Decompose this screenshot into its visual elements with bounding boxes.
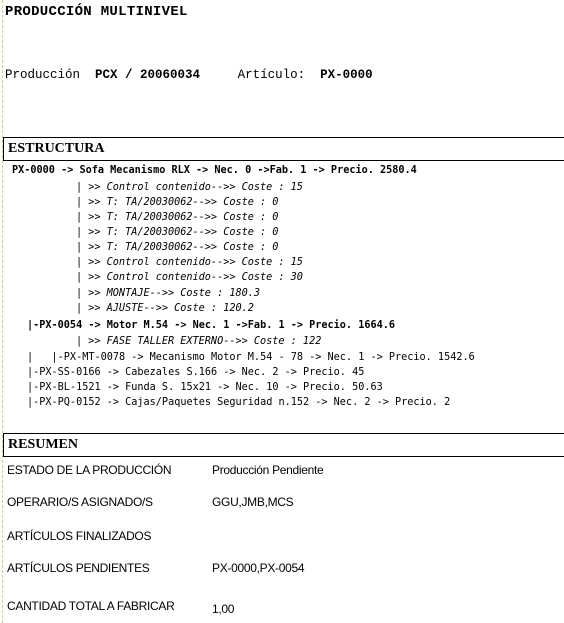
articulo-label: Artículo:	[237, 68, 306, 82]
left-margin-line	[2, 0, 3, 623]
tree-line-component: | |-PX-MT-0078 -> Mecanismo Motor M.54 - 78 -> Nec. 1 -> Precio. 1542.6	[27, 352, 475, 363]
tree-line: | >> Control contenido-->> Coste : 15	[76, 182, 303, 193]
tree-line: | >> Control contenido-->> Coste : 30	[76, 272, 303, 283]
tree-line: | >> MONTAJE-->> Coste : 180.3	[76, 288, 261, 299]
tree-line: | >> T: TA/20030062-->> Coste : 0	[76, 197, 279, 208]
tree-line: | >> AJUSTE-->> Coste : 120.2	[76, 303, 254, 314]
summary-value: GGU,JMB,MCS	[212, 495, 294, 509]
summary-value: Producción Pendiente	[212, 463, 324, 477]
tree-line: | >> FASE TALLER EXTERNO-->> Coste : 122	[76, 336, 322, 347]
tree-line-component: |-PX-PQ-0152 -> Cajas/Paquetes Seguridad n.152 -> Nec. 2 -> Precio. 2	[27, 397, 451, 408]
summary-label: OPERARIO/S ASIGNADO/S	[7, 495, 153, 509]
tree-line: | >> T: TA/20030062-->> Coste : 0	[76, 242, 279, 253]
summary-label: CANTIDAD TOTAL A FABRICAR	[7, 599, 175, 613]
tree-line: | >> T: TA/20030062-->> Coste : 0	[76, 212, 279, 223]
tree-line: | >> T: TA/20030062-->> Coste : 0	[76, 227, 279, 238]
tree-line-component: |-PX-0054 -> Motor M.54 -> Nec. 1 ->Fab. 1 -> Precio. 1664.6	[27, 320, 396, 331]
produccion-label: Producción	[5, 68, 81, 82]
production-header	[5, 68, 373, 82]
summary-label: ARTÍCULOS FINALIZADOS	[7, 529, 152, 543]
tree-line-component: |-PX-BL-1521 -> Funda S. 15x21 -> Nec. 10 -> Precio. 50.63	[27, 382, 383, 393]
produccion-value: PCX / 20060034	[95, 68, 201, 82]
page-title: PRODUCCIÓN MULTINIVEL	[5, 4, 188, 20]
summary-label: ARTÍCULOS PENDIENTES	[7, 561, 150, 575]
tree-line-component: |-PX-SS-0166 -> Cabezales S.166 -> Nec. 2 -> Precio. 45	[27, 367, 365, 378]
estructura-heading: ESTRUCTURA	[8, 141, 105, 156]
tree-line-root: PX-0000 -> Sofa Mecanismo RLX -> Nec. 0 ->Fab. 1 -> Precio. 2580.4	[12, 165, 417, 176]
summary-value: PX-0000,PX-0054	[212, 561, 305, 575]
summary-value: 1,00	[212, 602, 235, 616]
summary-label: ESTADO DE LA PRODUCCIÓN	[7, 463, 172, 477]
resumen-section-header	[3, 433, 564, 457]
tree-line: | >> Control contenido-->> Coste : 15	[76, 257, 303, 268]
estructura-section-header	[3, 137, 564, 161]
resumen-heading: RESUMEN	[8, 437, 79, 452]
articulo-value: PX-0000	[320, 68, 373, 82]
